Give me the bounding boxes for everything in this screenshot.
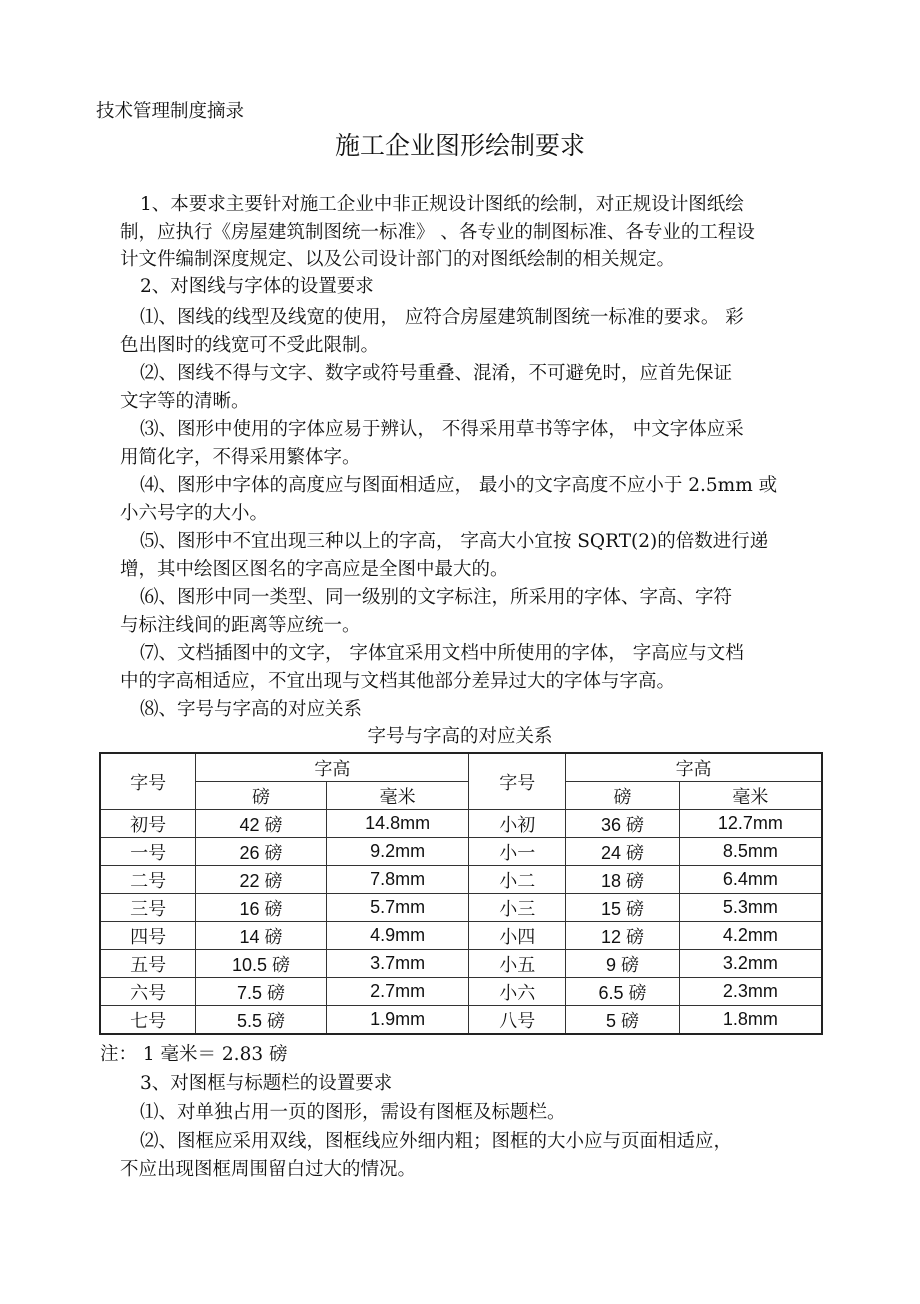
size-name: 七号 [100,1006,196,1035]
section-heading: 3、对图框与标题栏的设置要求 [140,1073,393,1094]
header-height: 字高 [566,753,822,782]
paragraph-line: 计文件编制深度规定、以及公司设计部门的对图纸绘制的相关规定。 [120,249,676,270]
size-mm: 4.2mm [679,922,822,950]
paragraph-line: ⑻、字号与字高的对应关系 [140,699,363,720]
paragraph-line: 用简化字，不得采用繁体字。 [120,447,361,468]
size-name: 小三 [469,894,566,922]
size-pt: 18 磅 [566,866,680,894]
paragraph-line: ⑹、图形中同一类型、同一级别的文字标注，所采用的字体、字高、字符 [140,587,733,608]
size-mm: 3.2mm [679,950,822,978]
header-size: 字号 [100,753,196,810]
header-pt: 磅 [196,782,327,810]
paragraph-line: 增，其中绘图区图名的字高应是全图中最大的。 [120,559,509,580]
size-mm: 14.8mm [326,810,469,838]
page-title: 施工企业图形绘制要求 [334,131,585,160]
header-pt: 磅 [566,782,680,810]
size-mm: 6.4mm [679,866,822,894]
font-size-table [99,752,823,1035]
paragraph-line: ⑺、文档插图中的文字， 字体宜采用文档中所使用的字体， 字高应与文档 [140,643,744,664]
size-name: 小六 [469,978,566,1006]
size-pt: 14 磅 [196,922,327,950]
size-pt: 36 磅 [566,810,680,838]
table-row [100,866,822,894]
paragraph-line: 文字等的清晰。 [120,391,250,412]
size-name: 小初 [469,810,566,838]
size-mm: 2.3mm [679,978,822,1006]
header-mm: 毫米 [326,782,469,810]
paragraph-line: 中的字高相适应，不宜出现与文档其他部分差异过大的字体与字高。 [120,671,676,692]
paragraph-line: ⑴、对单独占用一页的图形，需设有图框及标题栏。 [140,1102,566,1123]
size-name: 小一 [469,838,566,866]
size-name: 八号 [469,1006,566,1035]
paragraph-line: 不应出现图框周围留白过大的情况。 [120,1159,417,1180]
table-row [100,950,822,978]
size-pt: 5 磅 [566,1006,680,1035]
size-pt: 5.5 磅 [196,1006,327,1035]
section-heading: 2、对图线与字体的设置要求 [140,276,374,297]
size-name: 小二 [469,866,566,894]
size-name: 小五 [469,950,566,978]
document-header: 技术管理制度摘录 [96,101,245,122]
size-pt: 15 磅 [566,894,680,922]
size-pt: 12 磅 [566,922,680,950]
paragraph-line: 与标注线间的距离等应统一。 [120,615,361,636]
size-name: 三号 [100,894,196,922]
size-mm: 1.8mm [679,1006,822,1035]
size-mm: 5.3mm [679,894,822,922]
size-name: 初号 [100,810,196,838]
size-mm: 9.2mm [326,838,469,866]
header-size: 字号 [469,753,566,810]
paragraph-line: 小六号字的大小。 [120,503,269,524]
header-mm: 毫米 [679,782,822,810]
size-name: 一号 [100,838,196,866]
size-pt: 10.5 磅 [196,950,327,978]
size-pt: 9 磅 [566,950,680,978]
table-row [100,922,822,950]
paragraph-line: 1、本要求主要针对施工企业中非正规设计图纸的绘制，对正规设计图纸绘 [140,194,744,215]
size-pt: 7.5 磅 [196,978,327,1006]
paragraph-line: ⑴、图线的线型及线宽的使用， 应符合房屋建筑制图统一标准的要求。 彩 [140,307,744,328]
size-name: 四号 [100,922,196,950]
size-name: 六号 [100,978,196,1006]
table-row [100,1006,822,1035]
table-row [100,894,822,922]
size-name: 二号 [100,866,196,894]
size-mm: 1.9mm [326,1006,469,1035]
paragraph-line: 制，应执行《房屋建筑制图统一标准》 、各专业的制图标准、各专业的工程设 [120,222,755,243]
size-mm: 3.7mm [326,950,469,978]
size-name: 五号 [100,950,196,978]
size-mm: 4.9mm [326,922,469,950]
size-mm: 7.8mm [326,866,469,894]
header-height: 字高 [196,753,469,782]
size-pt: 24 磅 [566,838,680,866]
size-pt: 22 磅 [196,866,327,894]
paragraph-line: ⑷、图形中字体的高度应与图面相适应， 最小的文字高度不应小于 2.5mm 或 [140,475,778,496]
table-row [100,810,822,838]
table-note: 注： 1 毫米＝ 2.83 磅 [100,1044,288,1065]
size-mm: 2.7mm [326,978,469,1006]
size-pt: 16 磅 [196,894,327,922]
size-mm: 12.7mm [679,810,822,838]
size-pt: 6.5 磅 [566,978,680,1006]
table-row [100,838,822,866]
paragraph-line: ⑶、图形中使用的字体应易于辨认， 不得采用草书等字体， 中文字体应采 [140,419,744,440]
paragraph-line: ⑵、图线不得与文字、数字或符号重叠、混淆，不可避免时，应首先保证 [140,363,733,384]
paragraph-line: ⑵、图框应采用双线，图框线应外细内粗；图框的大小应与页面相适应， [140,1131,733,1152]
paragraph-line: 色出图时的线宽可不受此限制。 [120,335,380,356]
size-mm: 8.5mm [679,838,822,866]
paragraph-line: ⑸、图形中不宜出现三种以上的字高， 字高大小宜按 SQRT(2)的倍数进行递 [140,531,769,552]
size-mm: 5.7mm [326,894,469,922]
size-pt: 42 磅 [196,810,327,838]
table-caption: 字号与字高的对应关系 [367,726,553,747]
size-pt: 26 磅 [196,838,327,866]
table-row [100,978,822,1006]
size-name: 小四 [469,922,566,950]
